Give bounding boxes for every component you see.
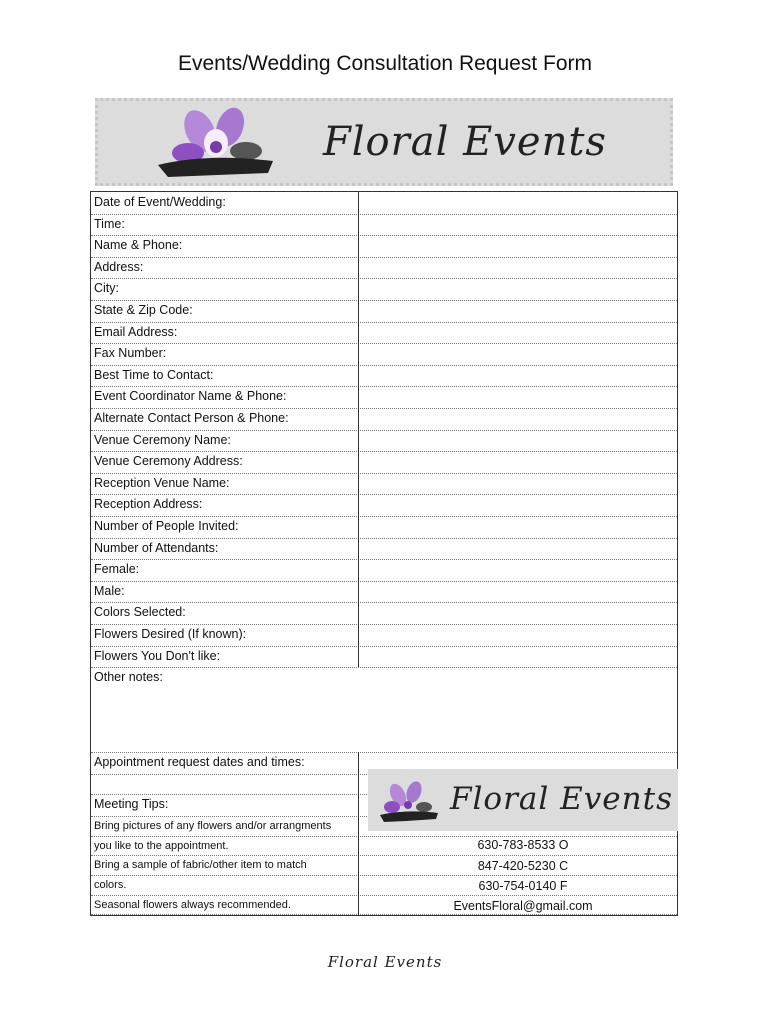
form-row — [91, 494, 677, 517]
field-label: Reception Address: — [94, 497, 203, 512]
email-link[interactable]: EventsFloral@gmail.com — [453, 899, 593, 913]
office-phone[interactable]: 630-783-8533 O — [477, 838, 569, 852]
field-label: Best Time to Contact: — [94, 367, 214, 382]
form-row — [91, 451, 677, 474]
field-label: Other notes: — [94, 670, 163, 685]
field-label: Number of People Invited: — [94, 519, 239, 533]
field-label: colors. — [94, 879, 127, 891]
field-label: Colors Selected: — [94, 605, 186, 620]
field-input[interactable] — [359, 278, 677, 300]
form-row — [91, 473, 677, 496]
field-input[interactable] — [359, 192, 677, 214]
field-label: Number of Attendants: — [94, 540, 219, 555]
field-label: Email Address: — [94, 324, 178, 339]
form-row — [91, 646, 677, 669]
form-row — [91, 235, 677, 258]
form-row — [91, 408, 677, 431]
form-row — [91, 214, 677, 237]
field-input[interactable] — [359, 322, 677, 344]
field-label: you like to the appointment. — [94, 839, 229, 852]
field-label: Female: — [94, 562, 140, 577]
field-label: Name & Phone: — [94, 238, 183, 253]
form-row — [91, 516, 677, 539]
field-label: Event Coordinator Name & Phone: — [94, 389, 287, 404]
field-label: City: — [94, 281, 119, 296]
contact-banner — [368, 769, 678, 831]
form-row — [91, 624, 677, 647]
field-label: Time: — [94, 216, 125, 231]
field-label: Reception Venue Name: — [94, 475, 230, 490]
field-input[interactable] — [359, 214, 677, 236]
orchid-logo-icon — [376, 777, 440, 825]
field-input[interactable] — [359, 581, 677, 603]
field-input[interactable] — [359, 451, 677, 473]
form-row — [91, 278, 677, 301]
field-label: Fax Number: — [94, 346, 167, 361]
field-input[interactable] — [359, 494, 677, 516]
form-row — [91, 192, 677, 215]
field-label: Address: — [94, 259, 144, 274]
field-input[interactable] — [359, 300, 677, 322]
field-input[interactable] — [359, 559, 677, 581]
field-label: Bring a sample of fabric/other item to match — [94, 859, 307, 872]
field-label: Flowers You Don't like: — [94, 648, 221, 663]
contact-brand-text: Floral Events — [450, 781, 673, 817]
page-title: Events/Wedding Consultation Request Form — [178, 52, 592, 75]
form-row — [91, 300, 677, 323]
field-input[interactable] — [359, 538, 677, 560]
field-input[interactable] — [359, 624, 677, 646]
field-label: Venue Ceremony Name: — [94, 432, 231, 447]
form-row — [91, 257, 677, 280]
field-input[interactable] — [359, 343, 677, 365]
field-label: Male: — [94, 583, 125, 598]
form-row — [91, 386, 677, 409]
field-label: Venue Ceremony Address: — [94, 454, 243, 469]
field-label: Date of Event/Wedding: — [94, 195, 226, 209]
field-input[interactable] — [359, 473, 677, 495]
cell-phone[interactable]: 847-420-5230 C — [477, 859, 569, 873]
form-row — [91, 365, 677, 388]
form-row — [91, 559, 677, 582]
field-input[interactable] — [359, 646, 677, 668]
orchid-logo-icon — [148, 103, 278, 185]
field-input[interactable] — [359, 516, 677, 538]
fax-number[interactable]: 630-754-0140 F — [478, 879, 568, 893]
field-input[interactable] — [359, 235, 677, 257]
field-input[interactable] — [359, 430, 677, 452]
form-row — [91, 602, 677, 625]
field-label: Bring pictures of any flowers and/or arrangments — [94, 820, 332, 833]
field-label: Appointment request dates and times: — [94, 755, 305, 770]
other-notes-row — [91, 667, 677, 753]
column-divider — [358, 192, 359, 667]
field-input[interactable] — [359, 386, 677, 408]
field-label: Seasonal flowers always recommended. — [94, 898, 291, 911]
field-label: State & Zip Code: — [94, 303, 193, 317]
brand-logo-text: Floral Events — [323, 119, 607, 165]
field-label: Alternate Contact Person & Phone: — [94, 411, 289, 425]
form-row — [91, 322, 677, 345]
field-input[interactable] — [359, 602, 677, 624]
form-row — [91, 581, 677, 604]
field-label: Flowers Desired (If known): — [94, 627, 247, 641]
field-input[interactable] — [359, 365, 677, 387]
footer-brand: Floral Events — [327, 953, 443, 971]
field-input[interactable] — [359, 257, 677, 279]
column-divider — [358, 752, 359, 915]
form-row — [91, 430, 677, 453]
field-input[interactable] — [359, 408, 677, 430]
header-banner — [95, 98, 673, 186]
form-row — [91, 538, 677, 561]
form-row — [91, 343, 677, 366]
field-label: Meeting Tips: — [94, 797, 169, 812]
